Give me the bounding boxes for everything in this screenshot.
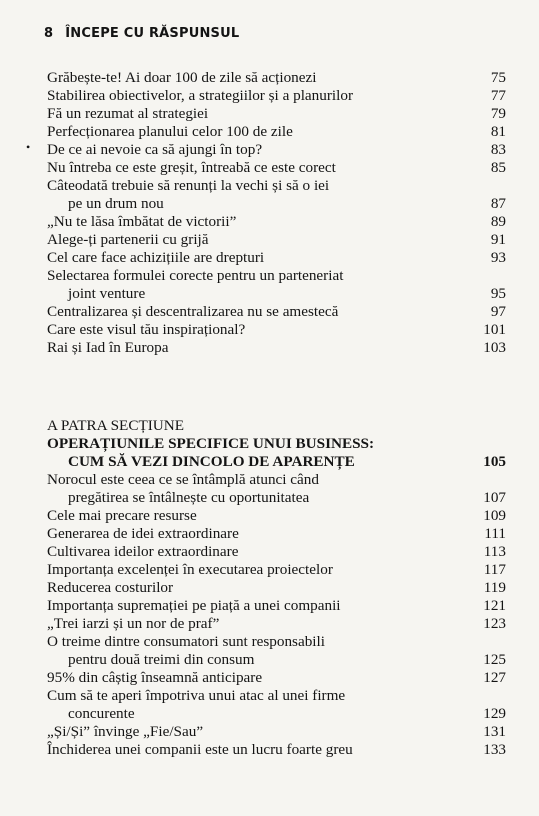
toc-entry-page: 107 (483, 489, 506, 506)
toc-entry-title: CUM SĂ VEZI DINCOLO DE APARENȚE (68, 453, 355, 470)
toc-entry (47, 267, 506, 285)
toc-entry-title: „Nu te lăsa îmbătat de victorii” (47, 213, 237, 230)
header-title: ÎNCEPE CU RĂSPUNSUL (65, 26, 240, 41)
toc-entry-title: concurente (68, 705, 135, 722)
toc-entry (47, 105, 506, 123)
toc-entry (47, 669, 506, 687)
toc-entry-page: 77 (490, 87, 506, 104)
toc-entry-title: Stabilirea obiectivelor, a strategiilor și a planurilor (47, 87, 353, 104)
toc-entry-page: 111 (484, 525, 506, 542)
toc-entry-title: „Și/Și” învinge „Fie/Sau” (47, 723, 204, 740)
toc-entry (47, 507, 506, 525)
toc-entry-page: 109 (483, 507, 506, 524)
toc-entry (47, 615, 506, 633)
toc-entry-title: „Trei iarzi și un nor de praf” (47, 615, 220, 632)
toc-entry (47, 525, 506, 543)
toc-entry-page: 113 (483, 543, 506, 560)
toc-entry-title: 95% din câștig înseamnă anticipare (47, 669, 263, 686)
toc-entry (47, 471, 506, 489)
toc-entry-page: 127 (483, 669, 506, 686)
toc-entry-page: 121 (483, 597, 506, 614)
toc-entry-title: Închiderea unei companii este un lucru foarte greu (47, 741, 353, 758)
toc-entry-page: 89 (490, 213, 506, 230)
toc-entry (47, 633, 506, 651)
toc-entry-page: 79 (490, 105, 506, 122)
toc-entry-title: Perfecționarea planului celor 100 de zile (47, 123, 293, 140)
toc-entry-page: 87 (490, 195, 506, 212)
toc-entry-title: O treime dintre consumatori sunt responsabili (47, 633, 325, 650)
toc-entry-title: Rai și Iad în Europa (47, 339, 169, 356)
toc-entry (47, 69, 506, 87)
toc-entry-page: 95 (490, 285, 506, 302)
toc-entry-title: Cel care face achizițiile are drepturi (47, 249, 265, 266)
toc-entry-page: 125 (483, 651, 506, 668)
toc-entry-title: pentru două treimi din consum (68, 651, 255, 668)
toc-entry (47, 723, 506, 741)
toc-entry-title: joint venture (68, 285, 146, 302)
toc-entry (47, 597, 506, 615)
toc-entry-page: 133 (483, 741, 506, 758)
toc-entry (47, 123, 506, 141)
toc-entry (68, 489, 506, 507)
toc-entry-title: Generarea de idei extraordinare (47, 525, 239, 542)
toc-entry (47, 339, 506, 357)
toc-entry-title: pregătirea se întâlnește cu oportunitatea (68, 489, 310, 506)
toc-entry-page: 91 (490, 231, 506, 248)
toc-entry-title: pe un drum nou (68, 195, 164, 212)
toc-entry-page: 119 (483, 579, 506, 596)
toc-entry-title: Câteodată trebuie să renunți la vechi și să o iei (47, 177, 330, 194)
section-subtitle: OPERAȚIUNILE SPECIFICE UNUI BUSINESS: (47, 435, 375, 452)
toc-entry-page: 123 (483, 615, 506, 632)
toc-entry-page: 131 (483, 723, 506, 740)
toc-entry-page: 103 (483, 339, 506, 356)
toc-entry-page: 85 (490, 159, 506, 176)
toc-entry-page: 117 (483, 561, 506, 578)
toc-entry-page: 101 (483, 321, 506, 338)
toc-entry (47, 141, 506, 159)
toc-entry (47, 213, 506, 231)
section-heading: A PATRA SECȚIUNE (47, 417, 184, 434)
toc-entry-title: Alege-ți partenerii cu grijă (47, 231, 209, 248)
toc-entry-title: De ce ai nevoie ca să ajungi în top? (47, 141, 263, 158)
toc-entry-page: 75 (490, 69, 506, 86)
toc-entry (47, 159, 506, 177)
toc-entry (68, 651, 506, 669)
toc-entry (47, 249, 506, 267)
toc-entry-title: Cum să te aperi împotriva unui atac al unei firme (47, 687, 346, 704)
toc-entry (68, 285, 506, 303)
page-number: 8 (44, 26, 54, 41)
toc-entry-title: Reducerea costurilor (47, 579, 174, 596)
toc-entry (47, 687, 506, 705)
toc-entry (47, 231, 506, 249)
toc-entry-page: 93 (490, 249, 506, 266)
toc-entry-title: Grăbește-te! Ai doar 100 de zile să acționezi (47, 69, 317, 86)
toc-entry-title: Centralizarea și descentralizarea nu se amestecă (47, 303, 339, 320)
toc-entry-page: 81 (490, 123, 506, 140)
toc-entry (47, 579, 506, 597)
toc-entry-page: 97 (490, 303, 506, 320)
margin-mark: • (26, 140, 31, 154)
toc-entry-page: 129 (483, 705, 506, 722)
toc-entry-page: 83 (490, 141, 506, 158)
toc-entry-title: Cultivarea ideilor extraordinare (47, 543, 239, 560)
toc-entry-title: Nu întreba ce este greșit, întreabă ce este corect (47, 159, 336, 176)
toc-entry (47, 741, 506, 759)
toc-entry-title: Care este visul tău inspirațional? (47, 321, 246, 338)
toc-entry (68, 453, 506, 471)
toc-entry-title: Selectarea formulei corecte pentru un parteneriat (47, 267, 344, 284)
toc-entry-title: Importanța supremației pe piață a unei companii (47, 597, 341, 614)
toc-entry-title: Norocul este ceea ce se întâmplă atunci când (47, 471, 319, 488)
toc-entry-title: Cele mai precare resurse (47, 507, 197, 524)
running-header (44, 26, 239, 41)
toc-entry (68, 195, 506, 213)
toc-entry-page: 105 (483, 453, 506, 470)
toc-entry (47, 87, 506, 105)
toc-entry (47, 321, 506, 339)
toc-entry (47, 561, 506, 579)
toc-entry-title: Importanța excelenței în executarea proiectelor (47, 561, 333, 578)
toc-entry (47, 303, 506, 321)
toc-entry-title: Fă un rezumat al strategiei (47, 105, 209, 122)
toc-entry (68, 705, 506, 723)
toc-entry (47, 543, 506, 561)
toc-entry (47, 177, 506, 195)
